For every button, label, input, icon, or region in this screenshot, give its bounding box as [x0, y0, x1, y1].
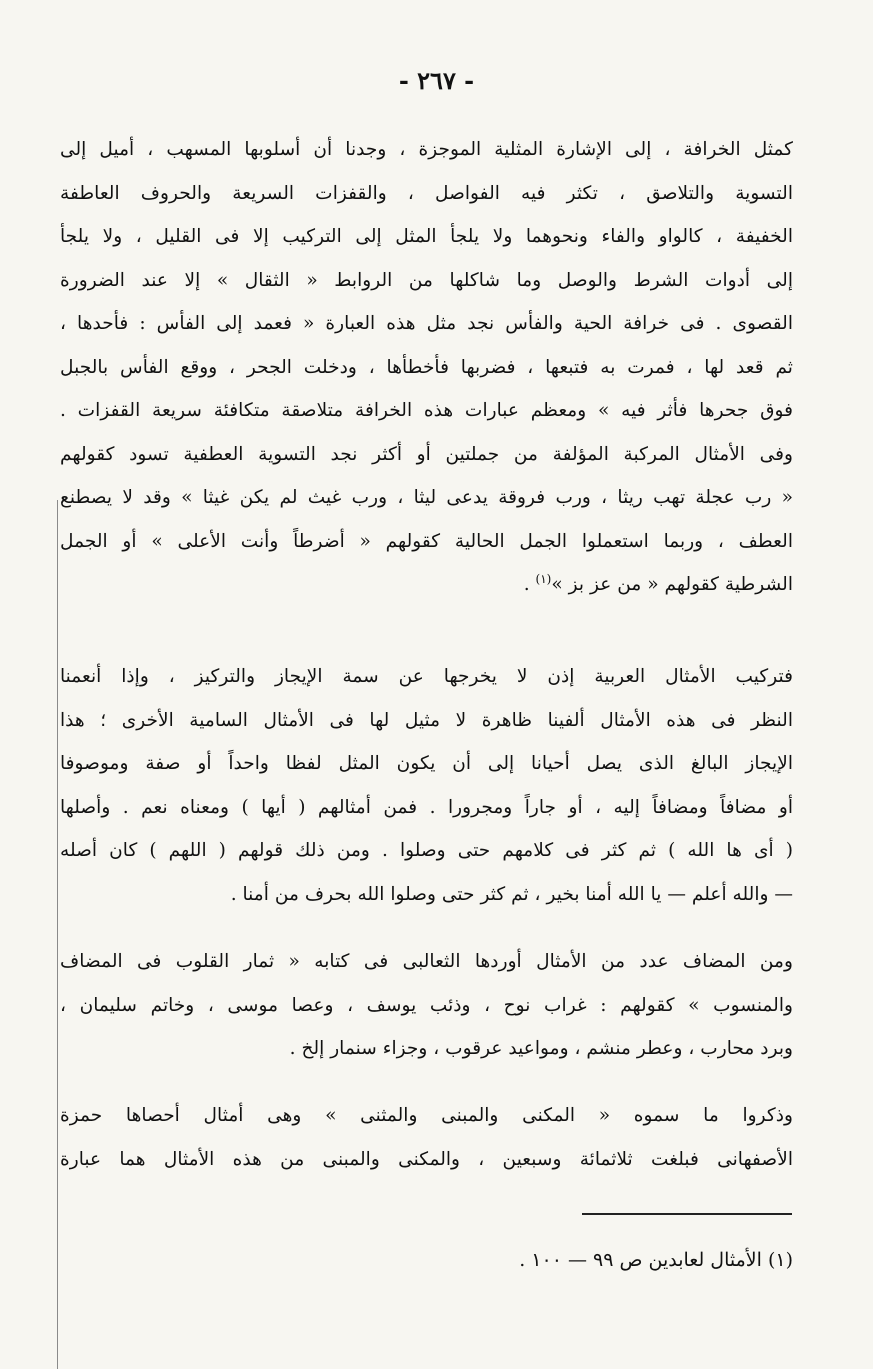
text-line: أو مضافاً ومضافاً إليه ، أو جاراً ومجرورا . فمن أمثالهم ( أيها ) ومعناه نعم . وأصلها: [60, 796, 793, 818]
text-line: العطف ، وربما استعملوا الجمل الحالية كقولهم « أضرطاً وأنت الأعلى » أو الجمل: [60, 530, 793, 552]
text-line: وذكروا ما سموه « المكنى والمبنى والمثنى » وهى أمثال أحصاها حمزة: [60, 1105, 793, 1126]
text-line: القصوى . فى خرافة الحية والفأس نجد مثل هذه العبارة « فعمد إلى الفأس : فأحدها ،: [60, 313, 793, 334]
text-line: الإيجاز البالغ الذى يصل أحيانا إلى أن يكون المثل لفظا واحداً أو صفة وموصوفا: [60, 753, 793, 774]
text-line: « رب عجلة تهب ريثا ، ورب فروقة يدعى ليثا ، ورب غيث لم يكن غيثا » وقد لا يصطنع: [60, 487, 793, 508]
text-line: والمنسوب » كقولهم : غراب نوح ، وذئب يوسف ، وعصا موسى ، وخاتم سليمان ،: [60, 994, 793, 1016]
text-line: ( أى ها الله ) ثم كثر فى كلامهم حتى وصلوا . ومن ذلك قولهم ( اللهم ) كان أصله: [60, 840, 793, 861]
paragraph-3: [60, 940, 793, 1071]
text-line: التسوية والتلاصق ، تكثر فيه الفواصل ، والقفزات السريعة والحروف العاطفة: [60, 182, 793, 204]
text-line: النظر فى هذه الأمثال ألفينا ظاهرة لا مثيل لها فى الأمثال السامية الأخرى ؛ هذا: [60, 709, 793, 731]
text-line: الخفيفة ، كالواو والفاء ونحوهما ولا يلجأ المثل إلى التركيب إلا فى القليل ، ولا يلجأ: [60, 226, 793, 247]
text-line-last: [60, 563, 793, 607]
text-line: فوق جحرها فأثر فيه » ومعظم عبارات هذه الخرافة متلاصقة متكافئة سريعة القفزات .: [60, 400, 793, 421]
margin-rule: [57, 500, 58, 1369]
text-line-tail: .: [523, 574, 536, 595]
text-line: كمثل الخرافة ، إلى الإشارة المثلية الموجزة ، وجدنا أن أسلوبها المسهب ، أميل إلى: [60, 139, 793, 160]
text-line: وبرد محارب ، وعطر منشم ، ومواعيد عرقوب ، وجزاء سنمار إلخ .: [289, 1038, 793, 1059]
paragraph-2: [60, 655, 793, 916]
text-line-content: الشرطية كقولهم « من عز بز »: [551, 574, 793, 595]
text-line: فتركيب الأمثال العربية إذن لا يخرجها عن سمة الإيجاز والتركيز ، وإذا أنعمنا: [60, 666, 793, 687]
text-line: ومن المضاف عدد من الأمثال أوردها الثعالبى فى كتابه « ثمار القلوب فى المضاف: [60, 951, 793, 972]
text-line: إلى أدوات الشرط والوصل وما شاكلها من الروابط « الثقال » إلا عند الضرورة: [60, 269, 793, 291]
page-number: - ٢٦٧ -: [398, 66, 475, 95]
text-line: الأصفهانى فبلغت ثلاثمائة وسبعين ، والمكنى والمبنى من هذه الأمثال هما عبارة: [60, 1148, 793, 1170]
footnote: (١) الأمثال لعابدين ص ٩٩ — ١٠٠ .: [519, 1249, 793, 1271]
paragraph-4: [60, 1094, 793, 1181]
footnote-reference: (١): [535, 571, 552, 586]
text-line: ثم قعد لها ، فمرت به فتبعها ، فضربها فأخطأها ، ودخلت الجحر ، ووقع الفأس بالجبل: [60, 356, 793, 378]
footnote-separator: [582, 1213, 792, 1215]
paragraph-1: [60, 128, 793, 607]
text-line: — والله أعلم — يا الله أمنا بخير ، ثم كثر حتى وصلوا الله بحرف من أمنا .: [230, 883, 793, 905]
text-line: وفى الأمثال المركبة المؤلفة من جملتين أو أكثر نجد التسوية العطفية تسود كقولهم: [60, 443, 793, 465]
